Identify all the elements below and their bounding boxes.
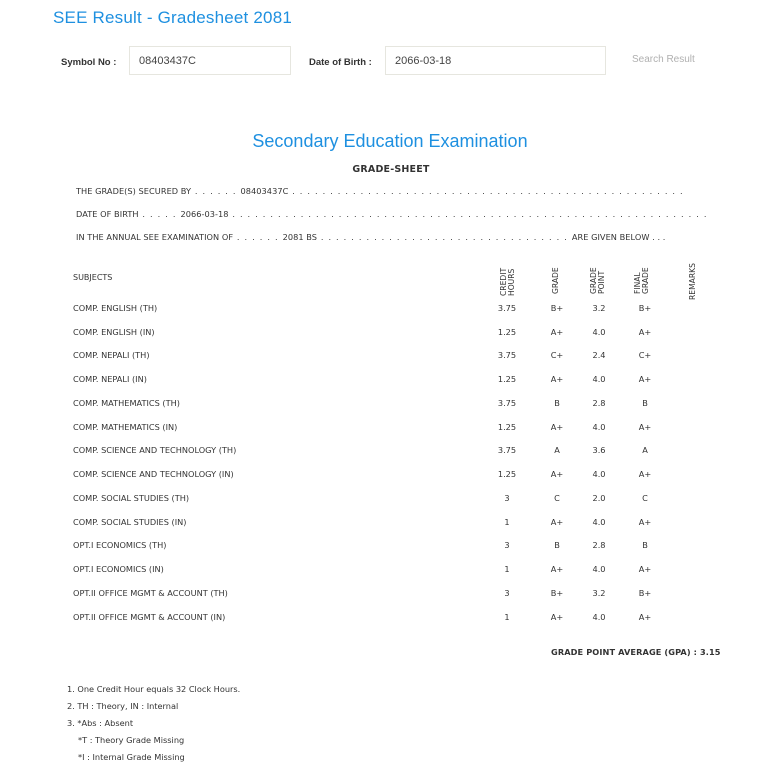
gradesheet-heading: GRADE-SHEET [352,164,430,175]
grade-cell: B [554,398,560,408]
credit-hours-cell: 1 [504,612,510,622]
credit-hours-cell: 1.25 [497,422,517,432]
subject-cell: COMP. NEPALI (TH) [73,350,150,360]
col-subjects: SUBJECTS [73,273,113,282]
symbol-no-label: Symbol No : [61,57,117,68]
grade-cell: A+ [550,469,564,479]
final-grade-cell: C+ [638,350,652,360]
note-item: *I : Internal Grade Missing [78,752,185,762]
grade-cell: A [554,445,560,455]
credit-hours-cell: 1.25 [497,469,517,479]
credit-hours-cell: 3 [504,588,510,598]
table-row [0,469,765,485]
grade-point-cell: 2.8 [592,398,606,408]
credit-hours-cell: 1 [504,517,510,527]
subject-cell: COMP. SCIENCE AND TECHNOLOGY (TH) [73,445,237,455]
exam-year-prefix: IN THE ANNUAL SEE EXAMINATION OF [76,232,234,242]
symbol-no-input[interactable] [129,46,291,75]
final-grade-cell: A+ [638,327,652,337]
col-grade-point: GRADE POINT [589,267,606,294]
page-title: SEE Result - Gradesheet 2081 [53,8,293,27]
exam-title: Secondary Education Examination [252,131,528,151]
col-remarks: REMARKS [688,263,697,300]
exam-year-suffix: ARE GIVEN BELOW . . . [571,232,666,242]
grade-cell: B+ [550,303,564,313]
date-of-birth-line [76,209,708,219]
credit-hours-cell: 3.75 [497,398,517,408]
dot-leader: . . . . . . [191,186,241,196]
table-row [0,540,765,556]
grade-point-cell: 4.0 [592,517,606,527]
grade-cell: A+ [550,612,564,622]
grade-cell: A+ [550,422,564,432]
search-form [0,46,765,77]
grade-point-cell: 3.2 [592,588,606,598]
col-grade: GRADE [551,267,560,294]
col-final-grade: FINAL GRADE [633,267,650,294]
final-grade-cell: B [642,540,648,550]
note-item: 2. TH : Theory, IN : Internal [67,701,179,711]
credit-hours-cell: 3 [504,540,510,550]
col-credit-hours: CREDIT HOURS [499,267,516,296]
subject-cell: OPT.II OFFICE MGMT & ACCOUNT (IN) [73,612,226,622]
note-item: *T : Theory Grade Missing [78,735,185,745]
grade-point-cell: 4.0 [592,469,606,479]
grade-point-cell: 4.0 [592,422,606,432]
secured-by-line [76,186,684,196]
grade-point-cell: 4.0 [592,327,606,337]
dot-leader: . . . . . . . . . . . . . . . . . . . . . . . . . . . . . . . . . . . . . . . . . . . . . . . . . . . . [288,186,684,196]
credit-hours-cell: 3.75 [497,303,517,313]
exam-year-value: 2081 BS [282,232,318,242]
final-grade-cell: A+ [638,564,652,574]
subject-cell: OPT.I ECONOMICS (IN) [73,564,164,574]
table-row [0,374,765,390]
subject-cell: COMP. NEPALI (IN) [73,374,147,384]
subject-cell: COMP. MATHEMATICS (TH) [73,398,180,408]
subject-cell: OPT.II OFFICE MGMT & ACCOUNT (TH) [73,588,228,598]
table-row [0,398,765,414]
table-row [0,422,765,438]
dot-leader: . . . . . [138,209,181,219]
final-grade-cell: B [642,398,648,408]
table-row [0,445,765,461]
grade-cell: A+ [550,564,564,574]
note-item: 3. *Abs : Absent [67,718,134,728]
subject-cell: COMP. ENGLISH (IN) [73,327,155,337]
table-row [0,493,765,509]
date-of-birth-input[interactable] [385,46,606,75]
final-grade-cell: A+ [638,612,652,622]
table-row [0,564,765,580]
exam-year-line [76,232,665,242]
gpa-summary: GRADE POINT AVERAGE (GPA) : 3.15 [551,647,721,657]
subject-cell: COMP. SCIENCE AND TECHNOLOGY (IN) [73,469,234,479]
dot-leader: . . . . . . [233,232,283,242]
table-row [0,588,765,604]
final-grade-cell: A+ [638,469,652,479]
final-grade-cell: A [642,445,648,455]
grade-point-cell: 2.0 [592,493,606,503]
grade-cell: C [554,493,560,503]
table-row [0,517,765,533]
grade-cell: B+ [550,588,564,598]
final-grade-cell: B+ [638,303,652,313]
grade-cell: A+ [550,517,564,527]
grade-point-cell: 3.2 [592,303,606,313]
subject-cell: COMP. SOCIAL STUDIES (IN) [73,517,187,527]
credit-hours-cell: 3.75 [497,445,517,455]
grade-point-cell: 2.8 [592,540,606,550]
subject-cell: OPT.I ECONOMICS (TH) [73,540,167,550]
secured-by-prefix: THE GRADE(S) SECURED BY [76,186,192,196]
final-grade-cell: C [642,493,648,503]
grade-cell: A+ [550,327,564,337]
credit-hours-cell: 3.75 [497,350,517,360]
credit-hours-cell: 3 [504,493,510,503]
note-item: 1. One Credit Hour equals 32 Clock Hours. [67,684,241,694]
dob-prefix: DATE OF BIRTH [76,209,139,219]
final-grade-cell: A+ [638,517,652,527]
grade-point-cell: 3.6 [592,445,606,455]
grade-cell: A+ [550,374,564,384]
table-row [0,303,765,319]
table-row [0,327,765,343]
grade-point-cell: 2.4 [592,350,606,360]
date-of-birth-label: Date of Birth : [309,57,372,68]
subject-cell: COMP. ENGLISH (TH) [73,303,158,313]
search-result-button[interactable]: Search Result [618,52,709,67]
dot-leader: . . . . . . . . . . . . . . . . . . . . . . . . . . . . . . . . . [317,232,572,242]
grade-cell: C+ [550,350,564,360]
table-row [0,350,765,366]
secured-by-symbol: 08403437C [240,186,289,196]
table-row [0,612,765,628]
subject-cell: COMP. SOCIAL STUDIES (TH) [73,493,190,503]
grade-point-cell: 4.0 [592,564,606,574]
credit-hours-cell: 1 [504,564,510,574]
subject-cell: COMP. MATHEMATICS (IN) [73,422,178,432]
final-grade-cell: A+ [638,374,652,384]
grade-point-cell: 4.0 [592,612,606,622]
grade-point-cell: 4.0 [592,374,606,384]
dot-leader: . . . . . . . . . . . . . . . . . . . . . . . . . . . . . . . . . . . . . . . . . . . . . . . . . . . . . . . . . . . . . . . [228,209,708,219]
final-grade-cell: B+ [638,588,652,598]
grade-cell: B [554,540,560,550]
dob-value: 2066-03-18 [180,209,229,219]
final-grade-cell: A+ [638,422,652,432]
credit-hours-cell: 1.25 [497,327,517,337]
notes-list [67,684,240,769]
credit-hours-cell: 1.25 [497,374,517,384]
